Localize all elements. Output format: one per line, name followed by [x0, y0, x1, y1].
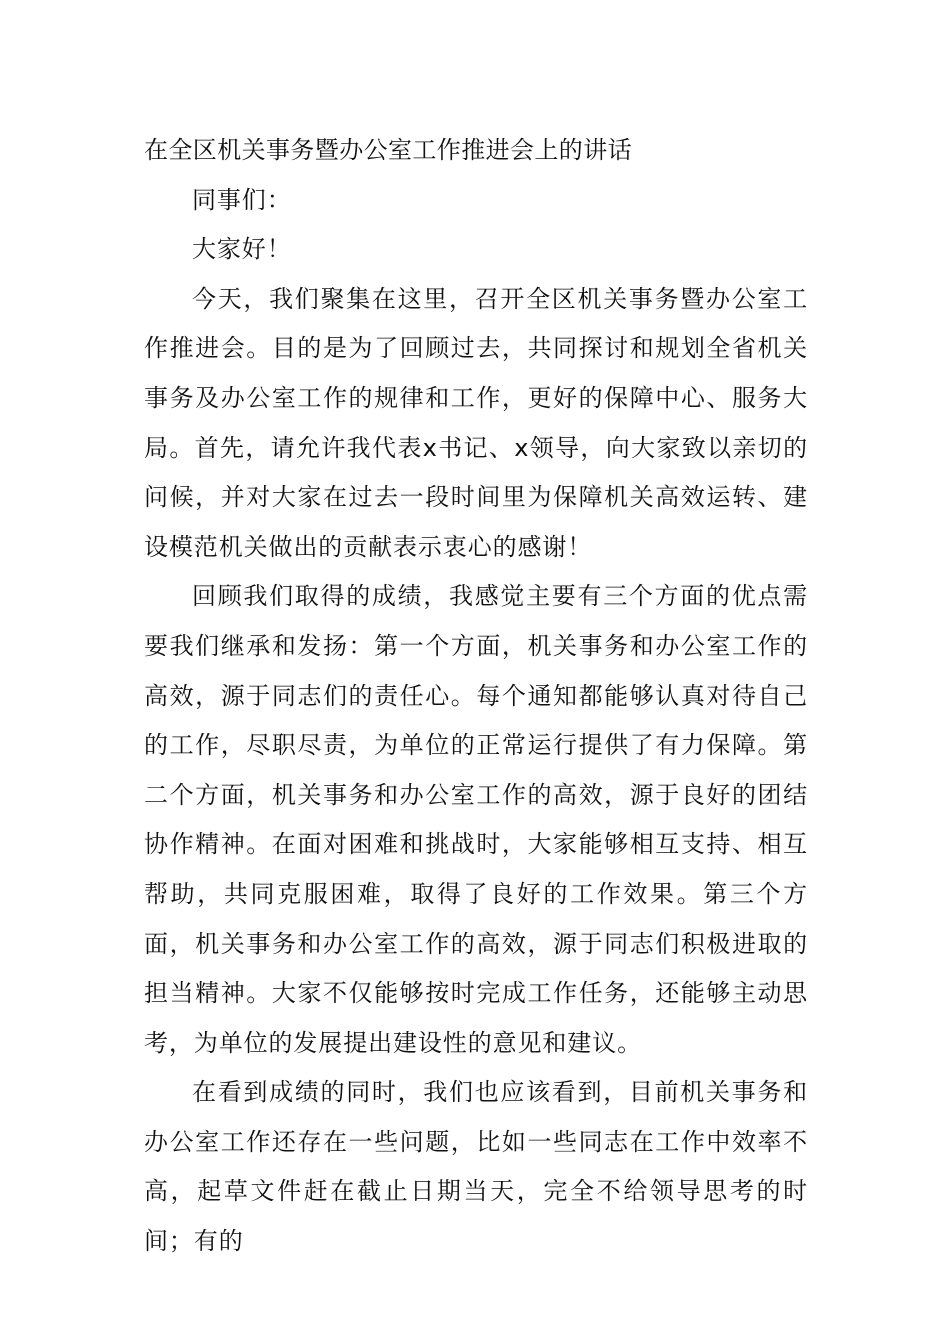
document-title: 在全区机关事务暨办公室工作推进会上的讲话	[144, 136, 632, 164]
body-paragraph: 今天，我们聚集在这里，召开全区机关事务暨办公室工作推进会。目的是为了回顾过去，共同探讨和规划全省机关事务及办公室工作的规律和工作，更好的保障中心、服务大局。首先，请允许我代表x书记、x领导，向大家致以亲切的问候，并对大家在过去一段时间里为保障机关高效运转、建设模范机关做出的贡献表示衷心的感谢！	[144, 284, 808, 561]
salutation: 同事们：	[192, 185, 292, 214]
greeting: 大家好！	[192, 235, 292, 264]
body-paragraph: 回顾我们取得的成绩，我感觉主要有三个方面的优点需要我们继承和发扬：第一个方面，机关事务和办公室工作的高效，源于同志们的责任心。每个通知都能够认真对待自己的工作，尽职尽责，为单位的正常运行提供了有力保障。第二个方面，机关事务和办公室工作的高效，源于良好的团结协作精神。在面对困难和挑战时，大家能够相互支持、相互帮助，共同克服困难，取得了良好的工作效果。第三个方面，机关事务和办公室工作的高效，源于同志们积极进取的担当精神。大家不仅能够按时完成工作任务，还能够主动思考，为单位的发展提出建设性的意见和建议。	[144, 582, 808, 1057]
document-body	[144, 126, 808, 1267]
body-paragraph: 在看到成绩的同时，我们也应该看到，目前机关事务和办公室工作还存在一些问题，比如一些同志在工作中效率不高，起草文件赶在截止日期当天，完全不给领导思考的时间；有的	[144, 1078, 808, 1256]
